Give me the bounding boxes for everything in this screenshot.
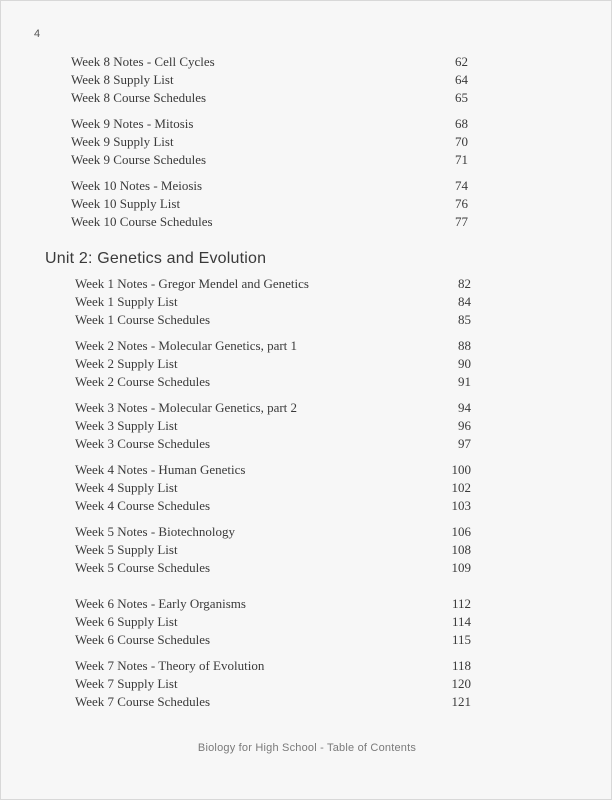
toc-entry-title: Week 9 Course Schedules <box>71 152 207 167</box>
toc-entry-title: Week 10 Supply List <box>71 196 181 211</box>
page-footer: Biology for High School - Table of Contents <box>197 742 417 754</box>
toc-entry-page: 82 <box>458 276 471 291</box>
toc-entry-title: Week 4 Supply List <box>75 480 178 495</box>
toc-entry-title: Week 8 Course Schedules <box>71 90 207 105</box>
toc-entry-page: 74 <box>455 178 468 193</box>
toc-entry-title: Week 3 Supply List <box>75 418 178 433</box>
toc-entry-title: Week 5 Supply List <box>75 542 178 557</box>
toc-entry-title: Week 7 Notes - Theory of Evolution <box>75 658 265 673</box>
toc-entry-page: 65 <box>455 90 468 105</box>
toc-entry-page: 84 <box>458 294 471 309</box>
toc-entry-title: Week 1 Supply List <box>75 294 178 309</box>
toc-entry-title: Week 5 Notes - Biotechnology <box>75 524 235 539</box>
toc-entry-page: 94 <box>458 400 471 415</box>
toc-entry-page: 106 <box>451 524 471 539</box>
toc-entry-title: Week 8 Notes - Cell Cycles <box>71 54 215 69</box>
toc-entry-page: 103 <box>451 498 471 513</box>
toc-entry-title: Week 6 Course Schedules <box>75 632 211 647</box>
toc-entry-title: Week 5 Course Schedules <box>75 560 211 575</box>
toc-entry-page: 77 <box>455 214 468 229</box>
toc-entry-title: Week 1 Notes - Gregor Mendel and Genetics <box>75 276 309 291</box>
toc-entry-page: 85 <box>458 312 471 327</box>
toc-entry-page: 96 <box>458 418 471 433</box>
toc-entry-page: 62 <box>455 54 468 69</box>
toc-entry-page: 102 <box>451 480 471 495</box>
toc-entry-title: Week 4 Notes - Human Genetics <box>75 462 246 477</box>
toc-entry-page: 91 <box>458 374 471 389</box>
toc-entry-page: 121 <box>451 694 471 709</box>
toc-entry-title: Week 2 Notes - Molecular Genetics, part 1 <box>75 338 298 353</box>
toc-entry-title: Week 6 Supply List <box>75 614 178 629</box>
toc-entry-page: 118 <box>451 658 471 673</box>
toc-entry-page: 68 <box>455 116 468 131</box>
toc-entry-title: Week 9 Notes - Mitosis <box>71 116 194 131</box>
toc-entry-title: Week 1 Course Schedules <box>75 312 211 327</box>
toc-entry-page: 115 <box>451 632 471 647</box>
toc-entry-page: 97 <box>458 436 471 451</box>
unit-heading: Unit 2: Genetics and Evolution <box>45 250 267 267</box>
toc-entry-page: 88 <box>458 338 471 353</box>
toc-entry-title: Week 4 Course Schedules <box>75 498 211 513</box>
toc-entry-page: 90 <box>458 356 471 371</box>
toc-entry-title: Week 3 Notes - Molecular Genetics, part 2 <box>75 400 298 415</box>
toc-entry-title: Week 2 Course Schedules <box>75 374 211 389</box>
toc-entry-page: 114 <box>451 614 471 629</box>
toc-entry-title: Week 6 Notes - Early Organisms <box>75 596 246 611</box>
page-number: 4 <box>34 28 41 40</box>
toc-entry-page: 108 <box>451 542 471 557</box>
toc-entry-title: Week 2 Supply List <box>75 356 178 371</box>
toc-entry-page: 112 <box>451 596 471 611</box>
toc-entry-page: 120 <box>451 676 471 691</box>
toc-entry-page: 109 <box>451 560 471 575</box>
toc-entry-title: Week 3 Course Schedules <box>75 436 211 451</box>
toc-entry-title: Week 10 Course Schedules <box>71 214 213 229</box>
toc-entry-page: 70 <box>455 134 468 149</box>
toc-entry-title: Week 7 Course Schedules <box>75 694 211 709</box>
toc-entry-title: Week 8 Supply List <box>71 72 174 87</box>
toc-entry-page: 64 <box>455 72 468 87</box>
toc-entry-page: 76 <box>455 196 468 211</box>
toc-entry-page: 71 <box>455 152 468 167</box>
toc-entry-title: Week 7 Supply List <box>75 676 178 691</box>
toc-entry-title: Week 10 Notes - Meiosis <box>71 178 203 193</box>
toc-entry-title: Week 9 Supply List <box>71 134 174 149</box>
toc-entry-page: 100 <box>451 462 471 477</box>
